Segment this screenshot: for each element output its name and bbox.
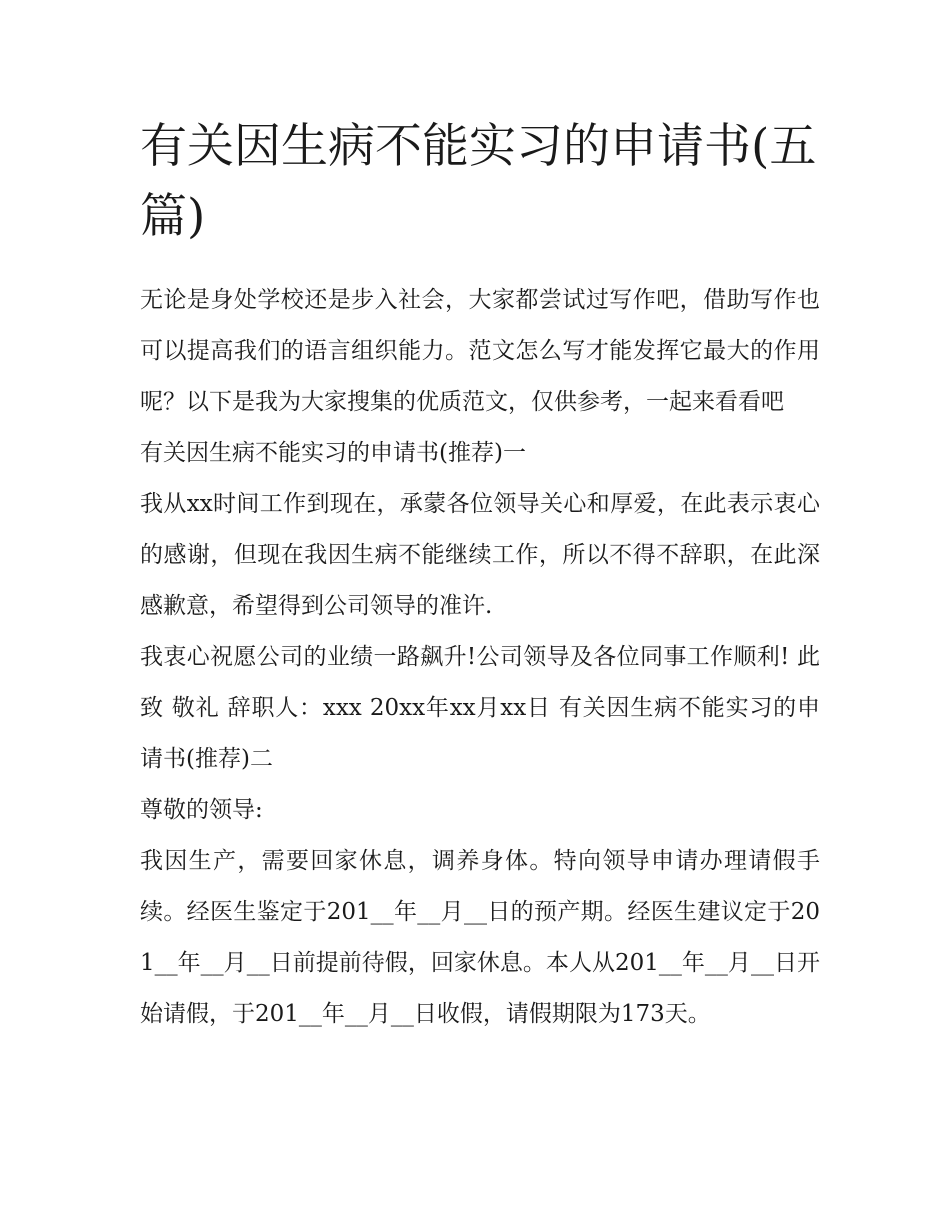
closing-paragraph: 我衷心祝愿公司的业绩一路飙升!公司领导及各位同事工作顺利! 此致 敬礼 辞职人：xxx 20xx年xx月xx日 有关因生病不能实习的申请书(推荐)二 xyxy=(140,644,820,772)
document-body xyxy=(140,275,820,1040)
resignation-paragraph: 我从xx时间工作到现在，承蒙各位领导关心和厚爱，在此表示衷心的感谢，但现在我因生病不能继续工作，所以不得不辞职，在此深感歉意，希望得到公司领导的准许. xyxy=(140,491,820,619)
leave-request-paragraph: 我因生产，需要回家休息，调养身体。特向领导申请办理请假手续。经医生鉴定于201__年__月__日的预产期。经医生建议定于201__年__月__日前提前待假，回家休息。本人从201__年__月__日开始请假，于201__年__月__日收假，请假期限为173天。 xyxy=(140,848,820,1027)
section-heading-one: 有关因生病不能实习的申请书(推荐)一 xyxy=(140,440,526,466)
intro-paragraph: 无论是身处学校还是步入社会，大家都尝试过写作吧，借助写作也可以提高我们的语言组织能力。范文怎么写才能发挥它最大的作用呢？以下是我为大家搜集的优质范文，仅供参考，一起来看看吧 xyxy=(140,287,820,415)
salutation: 尊敬的领导: xyxy=(140,797,263,823)
document-title: 有关因生病不能实习的申请书(五篇) xyxy=(140,119,817,244)
